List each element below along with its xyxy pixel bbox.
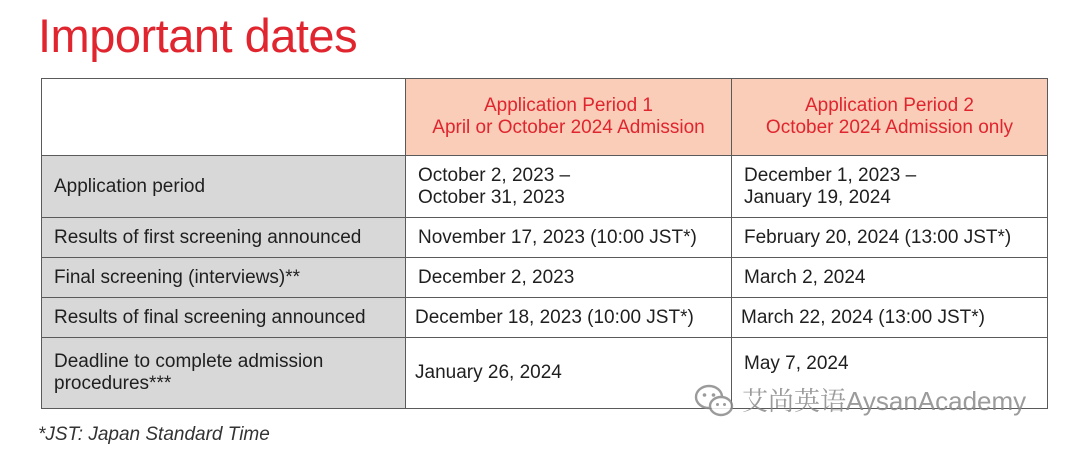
table-row-first-screening [42, 218, 1048, 258]
period-1-value [406, 258, 732, 298]
page-title: Important dates [38, 9, 358, 62]
table-row-application-period [42, 156, 1048, 218]
period-1-subtitle: April or October 2024 Admission [432, 117, 705, 138]
table-row-final-results [42, 298, 1048, 338]
period-1-value-line: January 26, 2024 [415, 362, 562, 383]
row-label-text: Application period [54, 175, 206, 197]
watermark [694, 383, 1026, 419]
period-1-value-line: December 18, 2023 (10:00 JST*) [415, 306, 694, 328]
period-2-value [732, 218, 1048, 258]
period-1-value [406, 338, 732, 409]
row-label-text: Results of first screening announced [54, 226, 362, 248]
row-label-text: Final screening (interviews)** [54, 266, 301, 288]
period-2-value-line: January 19, 2024 [744, 186, 891, 208]
period-1-value-line: November 17, 2023 (10:00 JST*) [418, 226, 697, 248]
period-1-value-line: October 31, 2023 [418, 186, 565, 208]
period-2-value-line: March 2, 2024 [744, 266, 866, 288]
period-2-value-line: February 20, 2024 (13:00 JST*) [744, 226, 1012, 248]
period-2-value-line: December 1, 2023 – [744, 164, 917, 186]
period-1-title: Application Period 1 [484, 95, 653, 116]
row-label [42, 298, 406, 338]
period-1-value [406, 298, 732, 338]
header-application-period-1 [406, 79, 732, 156]
table-row-final-screening [42, 258, 1048, 298]
row-label-text: Results of final screening announced [54, 306, 366, 328]
row-label [42, 258, 406, 298]
footnote: *JST: Japan Standard Time [38, 424, 270, 445]
period-2-value-line: March 22, 2024 (13:00 JST*) [741, 306, 985, 328]
period-2-value [732, 258, 1048, 298]
row-label [42, 218, 406, 258]
table-header-row [42, 79, 1048, 156]
row-label-text: Deadline to complete admission [54, 351, 324, 372]
period-2-value [732, 298, 1048, 338]
important-dates-table [41, 78, 1048, 409]
period-2-value-line: May 7, 2024 [744, 353, 849, 374]
period-2-title: Application Period 2 [805, 95, 974, 116]
wechat-icon [694, 383, 734, 419]
period-1-value [406, 218, 732, 258]
header-corner-cell [42, 79, 406, 156]
period-2-subtitle: October 2024 Admission only [765, 117, 1014, 138]
period-2-value [732, 156, 1048, 218]
row-label-text: procedures*** [54, 373, 172, 394]
period-1-value-line: October 2, 2023 – [418, 164, 571, 186]
period-1-value-line: December 2, 2023 [418, 266, 575, 288]
row-label [42, 338, 406, 409]
header-application-period-2 [732, 79, 1048, 156]
period-1-value [406, 156, 732, 218]
row-label [42, 156, 406, 218]
watermark-text: 艾尚英语AysanAcademy [742, 386, 1027, 416]
